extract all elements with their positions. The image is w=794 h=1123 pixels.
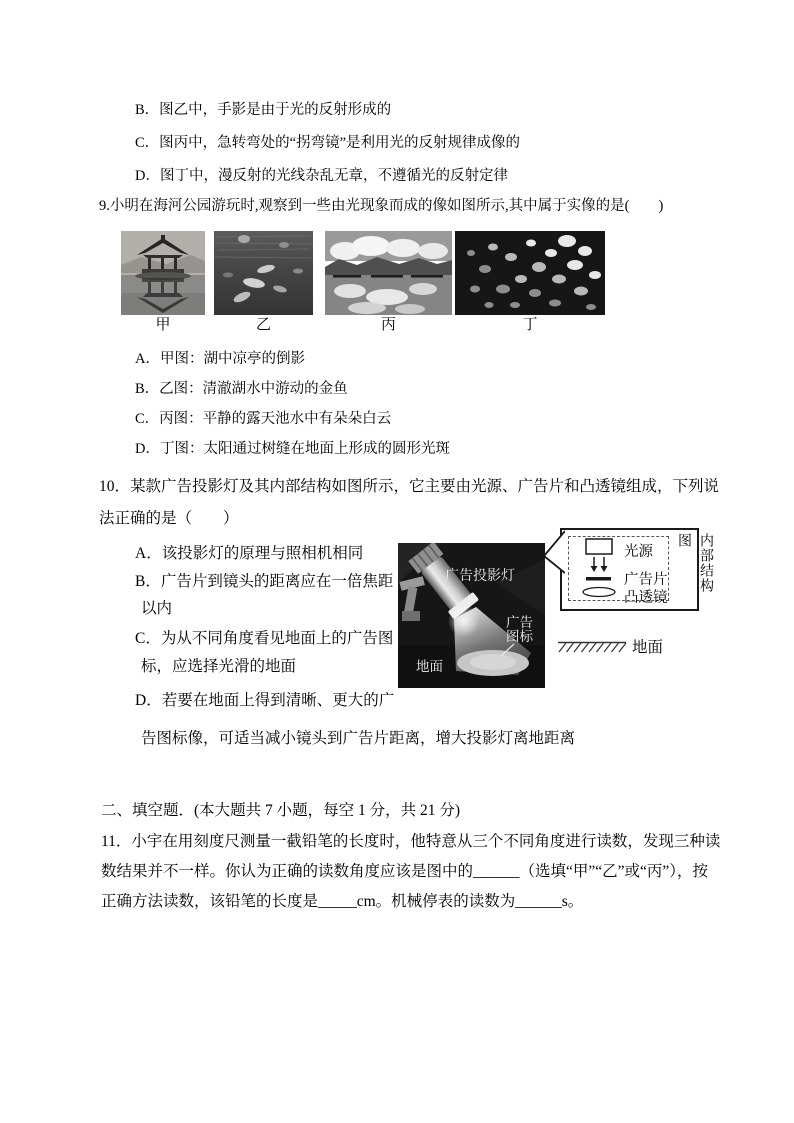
q9-image-label-bing: 丙	[380, 317, 396, 333]
goldfish-water-image	[214, 231, 313, 315]
callout-pointer	[543, 529, 565, 575]
q10-option-d-line2: 告图标像，可适当减小镜头到广告片距离，增大投影灯离地距离	[141, 730, 576, 747]
photo-lamp-label: 广告投影灯	[445, 569, 515, 584]
q9-option-b: B．乙图：清澈湖水中游动的金鱼	[135, 381, 348, 397]
q10-stem-line2: 法正确的是（ ）	[99, 510, 239, 527]
photo-ground-label: 地面	[416, 659, 443, 674]
light-source-icon	[586, 539, 612, 554]
dappled-light-image	[455, 231, 605, 315]
q9-stem: 9.小明在海河公园游玩时,观察到一些由光现象而成的像如图所示,其中属于实像的是( )	[99, 198, 664, 214]
q9-photo-bing-clouds	[325, 231, 452, 315]
q8-option-d: D．图丁中，漫反射的光线杂乱无章，不遵循光的反射定律	[135, 168, 508, 184]
q9-photo-jia-pavilion	[121, 231, 205, 315]
q8-option-c: C．图丙中，急转弯处的“拐弯镜”是利用光的反射规律成像的	[135, 135, 521, 151]
q11-line1: 11．小宇在用刻度尺测量一截铅笔的长度时，他特意从三个不同角度进行读数，发现三种读	[101, 833, 721, 850]
ad-film-icon	[586, 577, 611, 581]
q11-line3: 正确方法读数，该铅笔的长度是_____cm。机械停表的读数为______s。	[101, 893, 584, 910]
q9-image-label-ding: 丁	[522, 317, 538, 333]
ground-symbol-label: 地面	[632, 639, 664, 656]
q9-option-a: A．甲图：湖中凉亭的倒影	[135, 351, 305, 367]
structure-vertical-title: 内部结构图	[676, 533, 713, 593]
q10-option-b-line2: 以内	[141, 600, 173, 617]
convex-lens-label: 凸透镜	[624, 590, 668, 606]
q9-image-label-jia: 甲	[155, 317, 171, 333]
q9-image-label-yi: 乙	[255, 317, 271, 333]
projector-lamp-image	[398, 543, 545, 688]
convex-lens-icon	[583, 588, 615, 597]
q11-line2: 数结果并不一样。你认为正确的读数角度应该是图中的______（选填“甲”“乙”或“丙”），按	[101, 863, 709, 880]
ad-film-label: 广告片	[624, 572, 668, 588]
q9-option-d: D．丁图：太阳通过树缝在地面上形成的圆形光斑	[135, 441, 450, 457]
q10-structure-box	[560, 528, 713, 611]
q10-option-c-line2: 标，应选择光滑的地面	[141, 658, 297, 675]
q10-option-d-line1: D．若要在地面上得到清晰、更大的广	[135, 692, 395, 709]
section2-heading: 二、填空题．(本大题共 7 小题，每空 1 分，共 21 分)	[101, 802, 461, 819]
q10-option-b-line1: B．广告片到镜头的距离应在一倍焦距	[135, 573, 394, 590]
q8-option-b: B．图乙中，手影是由于光的反射形成的	[135, 102, 392, 118]
photo-spot-label-line1: 广告	[506, 615, 533, 630]
pavilion-reflection-image	[121, 231, 205, 315]
light-source-label: 光源	[624, 544, 653, 560]
q9-photo-yi-goldfish	[214, 231, 313, 315]
q10-option-c-line1: C．为从不同角度看见地面上的广告图	[135, 630, 394, 647]
ground-hatch-icon	[556, 640, 630, 654]
photo-spot-label-line2: 图标	[506, 629, 533, 644]
q10-stem-line1: 10．某款广告投影灯及其内部结构如图所示，它主要由光源、广告片和凸透镜组成，下列说	[99, 478, 720, 495]
q10-projector-photo	[398, 543, 545, 693]
q10-option-a: A．该投影灯的原理与照相机相同	[135, 545, 364, 562]
q9-photo-ding-light-spots	[455, 231, 605, 315]
lake-cloud-reflection-image	[325, 231, 452, 315]
q9-option-c: C．丙图：平静的露天池水中有朵朵白云	[135, 411, 392, 427]
